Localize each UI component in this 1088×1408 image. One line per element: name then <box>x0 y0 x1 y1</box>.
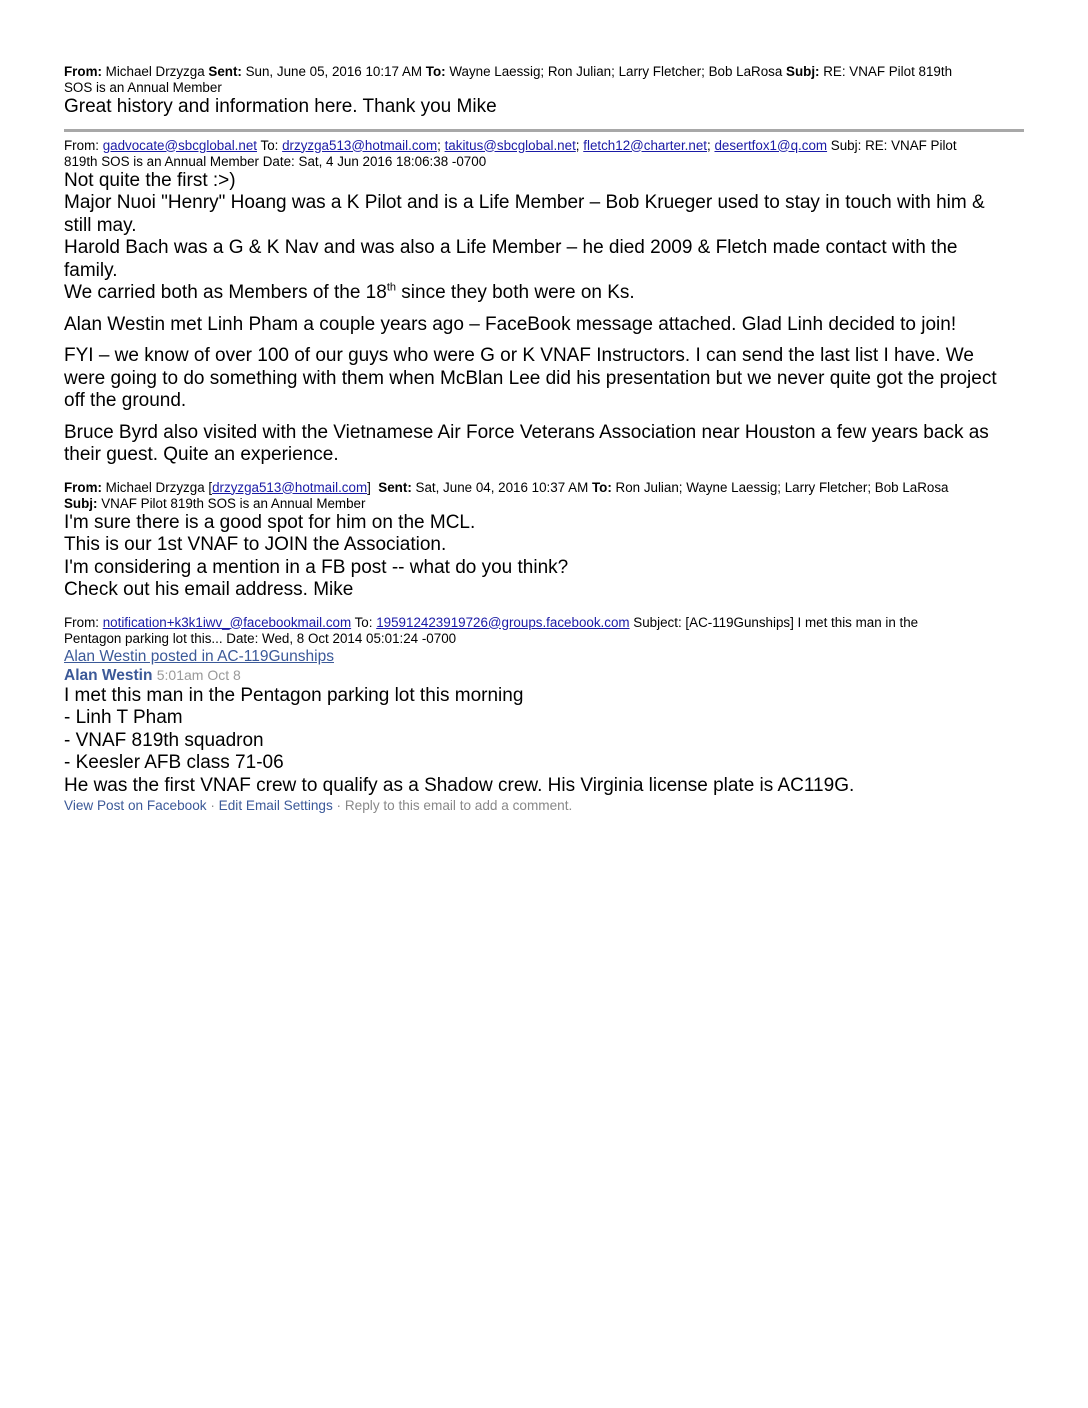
body-line: were going to do something with them when McBlan Lee did his presentation but we never quite got the project <box>64 367 997 389</box>
subj-value: RE: VNAF Pilot 819th <box>823 64 953 79</box>
from-value: Michael Drzyzga [ <box>105 479 213 495</box>
sent-value: Sat, June 04, 2016 10:37 AM <box>415 479 589 495</box>
from-label: From: <box>64 614 99 630</box>
from-email-link[interactable]: notification+k3k1iwv_@facebookmail.com <box>102 614 352 630</box>
email-2 <box>64 138 1024 467</box>
from-label: From: <box>64 479 102 495</box>
sent-label: Sent: <box>378 479 412 495</box>
to-email-link[interactable]: desertfox1@q.com <box>714 137 828 153</box>
subj-label: Subj: <box>830 137 862 153</box>
from-label: From: <box>64 137 99 153</box>
body-text: since they both were on Ks. <box>396 282 635 303</box>
sent-label: Sent: <box>208 64 242 79</box>
sent-value: Sun, June 05, 2016 10:17 AM <box>245 64 423 79</box>
to-email-link[interactable]: 195912423919726@groups.facebook.com <box>376 614 630 630</box>
to-value: Wayne Laessig; Ron Julian; Larry Fletcher; Bob LaRosa <box>449 64 783 79</box>
body-line: Major Nuoi "Henry" Hoang was a K Pilot and is a Life Member – Bob Krueger used to stay in touch with him & <box>64 192 985 213</box>
from-value: Michael Drzyzga <box>105 64 205 79</box>
body-text: We carried both as Members of the 18 <box>64 282 387 303</box>
body-line: I met this man in the Pentagon parking lot this morning <box>64 684 524 706</box>
facebook-footer <box>64 797 1024 814</box>
body-line: Not quite the first :>) <box>64 169 236 191</box>
date-label: Date: <box>262 153 295 169</box>
body-line: off the ground. <box>64 390 187 411</box>
to-label: To: <box>260 137 279 153</box>
bracket: ] <box>367 479 371 495</box>
subject-value-cont: Pentagon parking lot this... <box>64 630 223 646</box>
body-line: - VNAF 819th squadron <box>64 729 264 751</box>
post-author[interactable]: Alan Westin <box>64 666 153 684</box>
post-author-line <box>64 666 1024 685</box>
to-label: To: <box>425 64 446 79</box>
post-timestamp: 5:01am Oct 8 <box>156 666 241 683</box>
email-4 <box>64 615 1024 815</box>
from-label: From: <box>64 64 102 79</box>
email-2-body <box>64 170 1024 467</box>
paragraph-alan: Alan Westin met Linh Pham a couple years ago – FaceBook message attached. Glad Linh decided to join! <box>64 313 957 335</box>
email-1-body: Great history and information here. Thank you Mike <box>64 96 497 117</box>
body-line: - Linh T Pham <box>64 707 183 728</box>
email-1-header <box>64 64 1024 96</box>
email-1 <box>64 64 1024 119</box>
to-label: To: <box>354 614 373 630</box>
body-line: - Keesler AFB class 71-06 <box>64 752 284 773</box>
body-line: their guest. Quite an experience. <box>64 444 339 465</box>
body-line: family. <box>64 259 118 281</box>
body-line: still may. <box>64 214 137 236</box>
divider <box>64 129 1024 132</box>
view-post-link[interactable]: View Post on Facebook <box>64 798 207 813</box>
from-email-link[interactable]: gadvocate@sbcglobal.net <box>102 137 258 153</box>
superscript: th <box>386 281 396 294</box>
body-line: He was the first VNAF crew to qualify as a Shadow crew. His Virginia license plate is AC119G. <box>64 774 855 796</box>
body-line: I'm considering a mention in a FB post -- what do you think? <box>64 556 569 578</box>
email-4-header <box>64 615 1024 647</box>
subj-value: VNAF Pilot 819th SOS is an Annual Member <box>101 495 366 511</box>
subj-value: RE: VNAF Pilot <box>865 137 957 153</box>
email-3 <box>64 480 1024 602</box>
email-thread <box>64 64 1024 814</box>
to-email-link[interactable]: drzyzga513@hotmail.com <box>282 137 438 153</box>
body-line: I'm sure there is a good spot for him on the MCL. <box>64 511 476 533</box>
body-line: FYI – we know of over 100 of our guys who were G or K VNAF Instructors. I can send the last list I have. We <box>64 345 974 366</box>
facebook-post-header <box>64 647 1024 666</box>
to-email-link[interactable]: takitus@sbcglobal.net <box>444 137 576 153</box>
subj-label: Subj: <box>64 495 98 511</box>
date-value: Wed, 8 Oct 2014 05:01:24 -0700 <box>262 630 457 646</box>
email-2-header: From: gadvocate@sbcglobal.net To: drzyzga513@hotmail.com; takitus@sbcglobal.net; fletch12@charter.net; desertfox1@q.com Subj: RE: VNAF Pilot 819th SOS is an Annual Member Date: Sat, 4 Jun 2016 18:06:38 -0700 <box>64 137 957 169</box>
date-value: Sat, 4 Jun 2016 18:06:38 -0700 <box>298 153 487 169</box>
edit-settings-link[interactable]: Edit Email Settings <box>218 798 333 813</box>
date-label: Date: <box>226 630 259 646</box>
to-label: To: <box>591 479 612 495</box>
email-3-body <box>64 512 1024 602</box>
group-post-link[interactable]: Alan Westin posted in AC-119Gunships <box>64 647 334 665</box>
body-line: Harold Bach was a G & K Nav and was also a Life Member – he died 2009 & Fletch made contact with the <box>64 237 958 258</box>
subject-label: Subject: <box>633 614 682 630</box>
body-line <box>64 282 1024 305</box>
body-line: Check out his email address. Mike <box>64 579 354 600</box>
subject-value: [AC-119Gunships] I met this man in the <box>685 614 919 630</box>
to-email-link[interactable]: fletch12@charter.net <box>583 137 708 153</box>
body-line: This is our 1st VNAF to JOIN the Association. <box>64 534 447 555</box>
reply-note: Reply to this email to add a comment. <box>344 798 573 813</box>
subj-label: Subj: <box>786 64 820 79</box>
from-email-link[interactable]: drzyzga513@hotmail.com <box>212 479 368 495</box>
post-body <box>64 685 1024 798</box>
subj-value-cont: 819th SOS is an Annual Member <box>64 153 260 169</box>
email-3-header <box>64 480 1024 512</box>
body-line: Bruce Byrd also visited with the Vietnamese Air Force Veterans Association near Houston a few years back as <box>64 421 989 443</box>
separator: · <box>332 798 345 813</box>
separator: · <box>206 798 219 813</box>
subj-value-cont: SOS is an Annual Member <box>64 80 222 95</box>
to-value: Ron Julian; Wayne Laessig; Larry Fletcher; Bob LaRosa <box>615 479 949 495</box>
